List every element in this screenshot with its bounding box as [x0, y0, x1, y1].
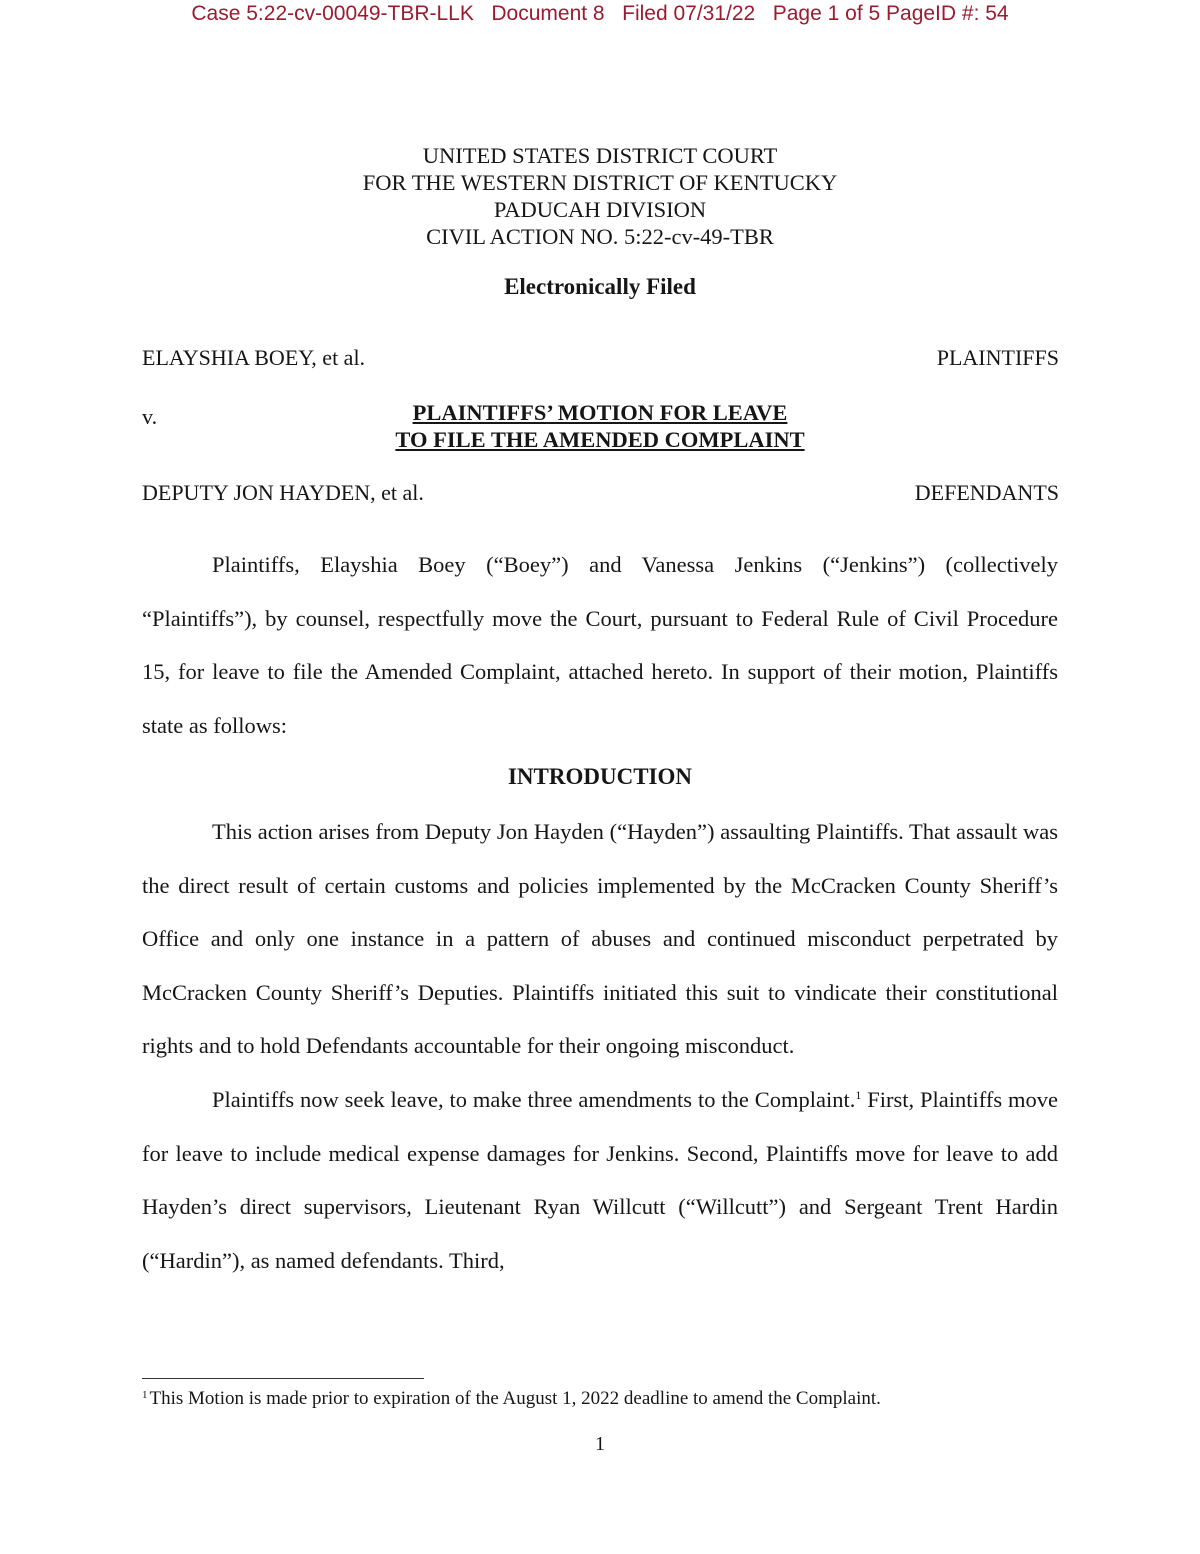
civil-action-number: CIVIL ACTION NO. 5:22-cv-49-TBR — [426, 224, 774, 249]
introduction-body — [142, 805, 1058, 1287]
motion-title-line-1: PLAINTIFFS’ MOTION FOR LEAVE — [412, 400, 788, 425]
footnote-divider — [142, 1378, 424, 1379]
filed-date: Filed 07/31/22 — [622, 2, 756, 25]
court-district: FOR THE WESTERN DISTRICT OF KENTUCKY — [362, 170, 838, 195]
defendant-role: DEFENDANTS — [914, 480, 1059, 505]
footnote-reference[interactable]: 1 — [855, 1087, 862, 1102]
court-heading — [0, 142, 1200, 250]
footnote — [142, 1388, 1058, 1410]
court-division: PADUCAH DIVISION — [493, 197, 707, 222]
paragraph-amendments-start: Plaintiffs now seek leave, to make three amendments to the Complaint. — [212, 1086, 856, 1112]
page-id: Page 1 of 5 PageID #: 54 — [772, 2, 1009, 25]
motion-title-line-2: TO FILE THE AMENDED COMPLAINT — [395, 427, 805, 452]
intro-paragraph: Plaintiffs, Elayshia Boey (“Boey”) and Vanessa Jenkins (“Jenkins”) (collectively “Plaintiffs”), by counsel, respectfully move the Court, pursuant to Federal Rule of Civil Procedure 15, for leave to file the Amended Complaint, attached hereto. In support of their motion, Plaintiffs state as follows: — [142, 552, 1058, 738]
paragraph-amendments — [142, 1073, 1058, 1287]
page-number: 1 — [595, 1433, 605, 1455]
document-number: Document 8 — [491, 2, 605, 25]
filing-status: Electronically Filed — [504, 274, 696, 299]
versus: v. — [142, 404, 158, 429]
intro-paragraph-block — [142, 538, 1058, 752]
paragraph-amendments-rest: First, Plaintiffs move for leave to include medical expense damages for Jenkins. Second, Plaintiffs move for leave to add Hayden’s direct supervisors, Lieutenant Ryan Willcutt (“Willcutt”) and Sergeant Trent Hardin (“Hardin”), as named defendants. Third, — [142, 1086, 1059, 1273]
paragraph-action-arises: This action arises from Deputy Jon Hayden (“Hayden”) assaulting Plaintiffs. That assault was the direct result of certain customs and policies implemented by the McCracken County Sheriff’s Office and only one instance in a pattern of abuses and continued misconduct perpetrated by McCracken County Sheriff’s Deputies. Plaintiffs initiated this suit to vindicate their constitutional rights and to hold Defendants accountable for their ongoing misconduct. — [142, 819, 1058, 1059]
motion-title — [0, 399, 1200, 453]
section-heading: INTRODUCTION — [507, 764, 693, 789]
footnote-text: This Motion is made prior to expiration of the August 1, 2022 deadline to amend the Complaint. — [149, 1388, 881, 1409]
case-number: Case 5:22-cv-00049-TBR-LLK — [191, 2, 474, 25]
defendant-name: DEPUTY JON HAYDEN, et al. — [142, 480, 424, 505]
filing-header-stamp — [0, 2, 1200, 26]
plaintiff-role: PLAINTIFFS — [936, 345, 1059, 370]
court-name: UNITED STATES DISTRICT COURT — [422, 143, 778, 168]
plaintiff-name: ELAYSHIA BOEY, et al. — [142, 345, 366, 370]
footnote-mark: 1 — [142, 1389, 148, 1401]
